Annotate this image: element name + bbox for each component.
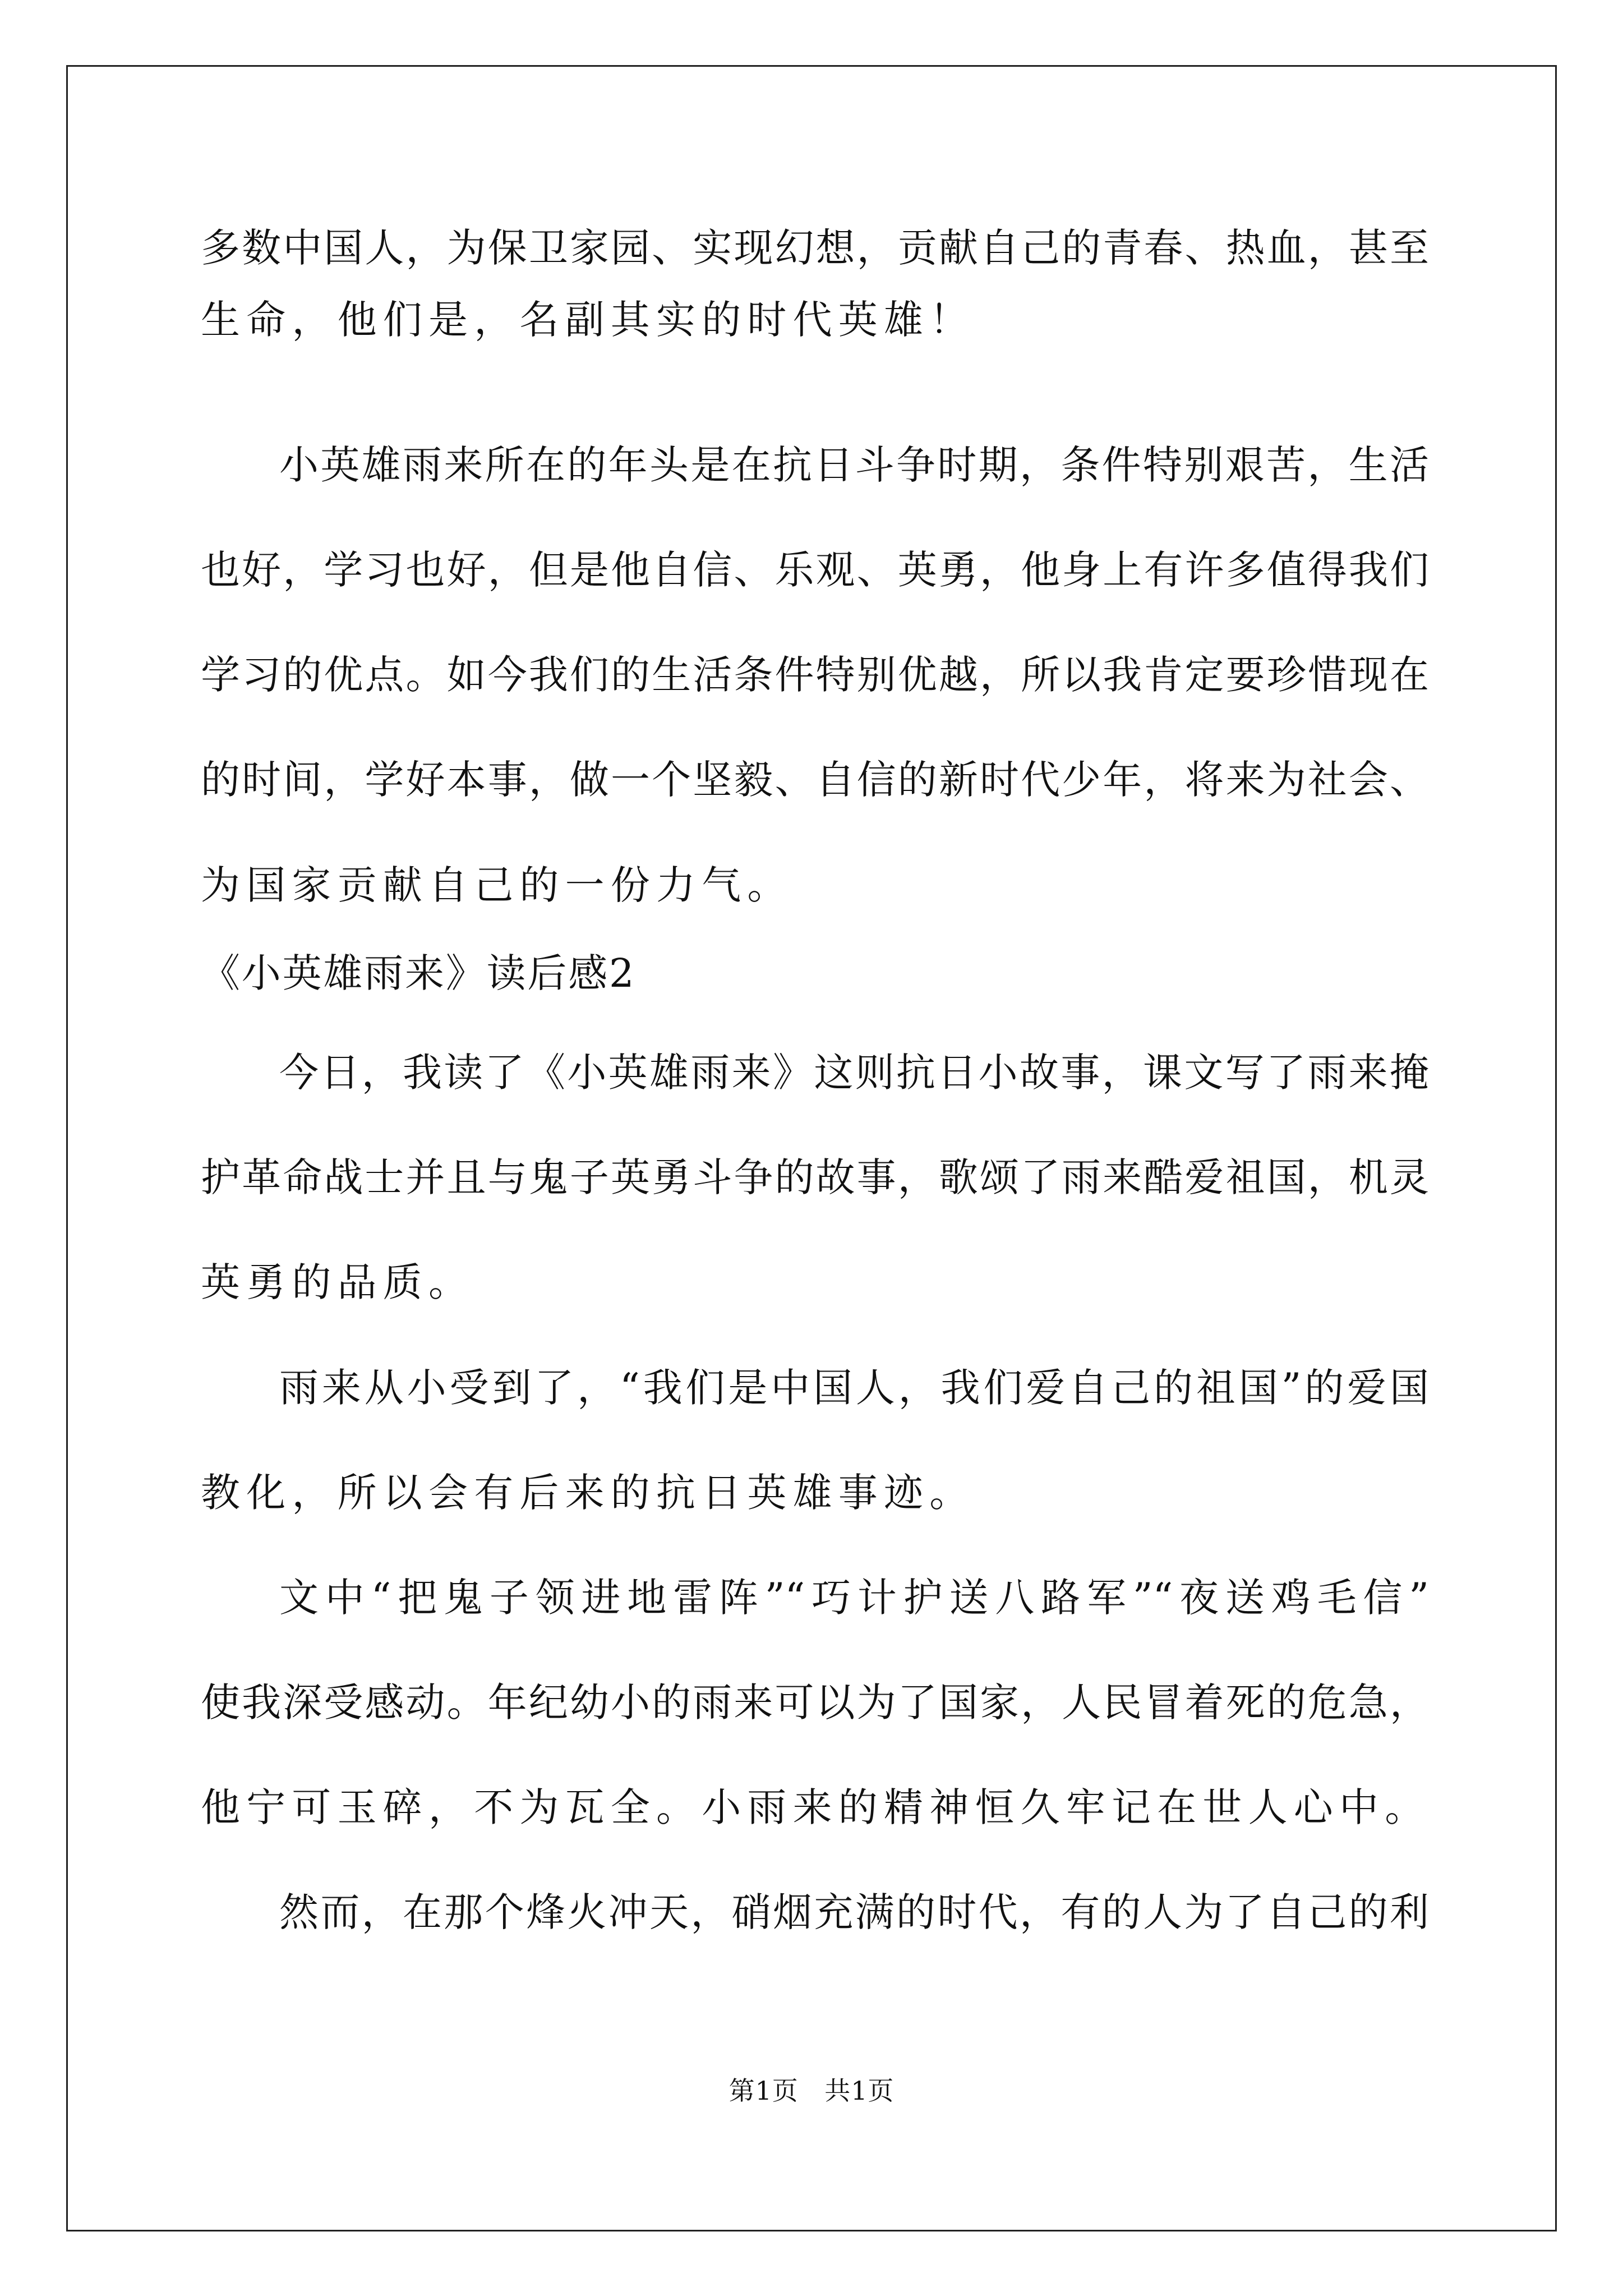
text-line: 雨来从小受到了，“我们是中国人，我们爱自己的祖国”的爱国 bbox=[279, 1365, 1429, 1411]
text-line: 文中“把鬼子领进地雷阵”“巧计护送八路军”“夜送鸡毛信” bbox=[279, 1575, 1429, 1621]
text-line: 多数中国人，为保卫家园、实现幻想，贡献自己的青春、热血，甚至 bbox=[201, 225, 1429, 271]
text-line: 然而，在那个烽火冲天，硝烟充满的时代，有的人为了自己的利 bbox=[279, 1889, 1429, 1935]
text-line: 为国家贡献自己的一份力气。 bbox=[201, 862, 793, 908]
page-footer: 第1页 共1页 bbox=[728, 2076, 895, 2106]
text-line: 今日，我读了《小英雄雨来》这则抗日小故事，课文写了雨来掩 bbox=[279, 1050, 1429, 1096]
text-line: 护革命战士并且与鬼子英勇斗争的故事，歌颂了雨来酷爱祖国，机灵 bbox=[201, 1154, 1429, 1200]
text-line: 小英雄雨来所在的年头是在抗日斗争时期，条件特别艰苦，生活 bbox=[279, 442, 1429, 488]
text-line: 的时间，学好本事，做一个坚毅、自信的新时代少年，将来为社会、 bbox=[201, 757, 1429, 803]
text-line: 使我深受感动。年纪幼小的雨来可以为了国家，人民冒着死的危急， bbox=[201, 1680, 1429, 1726]
text-line: 生命，他们是，名副其实的时代英雄！ bbox=[201, 297, 975, 343]
text-line: 他宁可玉碎，不为瓦全。小雨来的精神恒久牢记在世人心中。 bbox=[201, 1784, 1431, 1830]
text-line: 也好，学习也好，但是他自信、乐观、英勇，他身上有许多值得我们 bbox=[201, 547, 1429, 593]
section-heading: 《小英雄雨来》读后感2 bbox=[201, 950, 636, 996]
text-line: 学习的优点。如今我们的生活条件特别优越，所以我肯定要珍惜现在 bbox=[201, 652, 1429, 698]
text-line: 英勇的品质。 bbox=[201, 1259, 474, 1305]
text-line: 教化，所以会有后来的抗日英雄事迹。 bbox=[201, 1470, 975, 1516]
